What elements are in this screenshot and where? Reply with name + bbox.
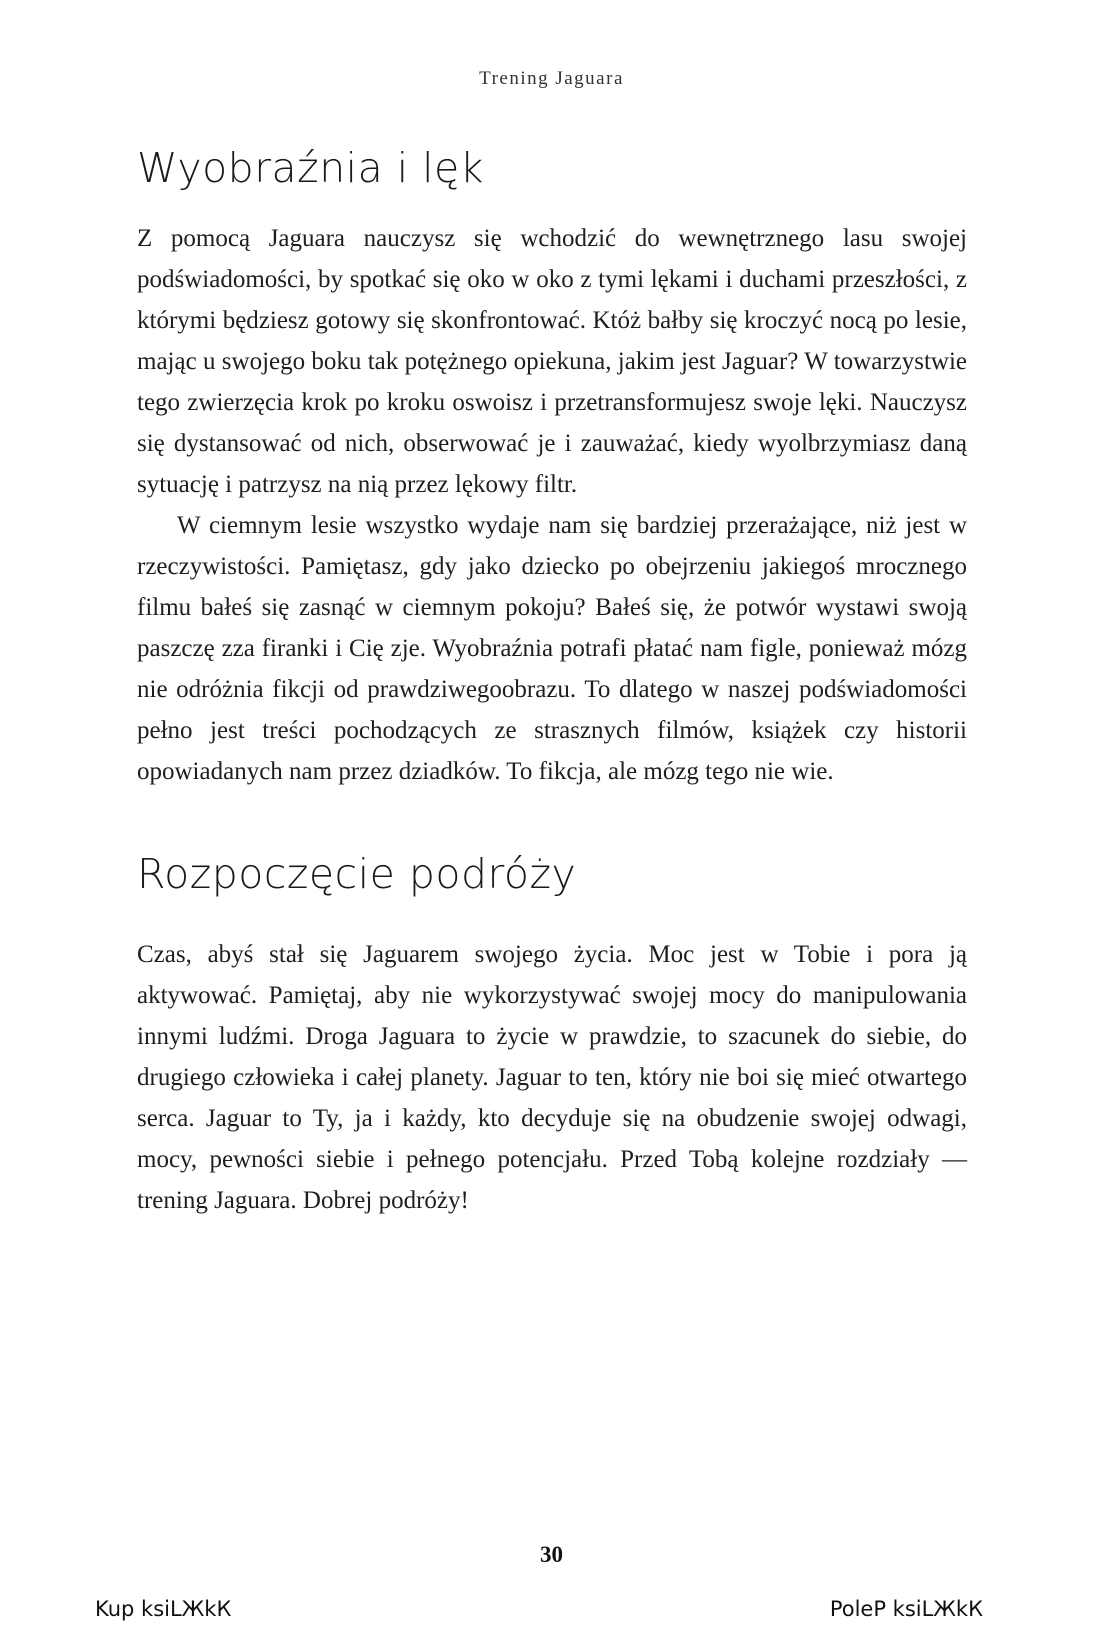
buy-book-link[interactable]: Kup ksiLЖkК (95, 1597, 232, 1621)
page-body (137, 138, 967, 1221)
section-heading: Wyobraźnia i lęk (137, 144, 485, 192)
recommend-book-link[interactable]: PoleP ksiLЖkК (829, 1597, 983, 1621)
section-heading: Rozpoczęcie podróży (137, 850, 577, 898)
running-title: Trening Jaguara (479, 68, 624, 89)
body-paragraph: Czas, abyś stał się Jaguarem swojego życia. Moc jest w Tobie i pora ją aktywować. Pamiętaj, aby nie wykorzystywać swojej mocy do manipulowania innymi ludźmi. Droga Jaguara to życie w prawdzie, to szacunek do siebie, do drugiego człowieka i całej planety. Jaguar to ten, który nie boi się mieć otwartego serca. Jaguar to Ty, ja i każdy, kto decyduje się na obudzenie swojej odwagi, mocy, pewności siebie i pełnego potencjału. Przed Tobą kolejne rozdziały — trening Jaguara. Dobrej podróży! (137, 941, 967, 1214)
body-paragraph: Z pomocą Jaguara nauczysz się wchodzić do wewnętrznego lasu swojej podświadomości, by spotkać się oko w oko z tymi lękami i duchami przeszłości, z którymi będziesz gotowy się skonfrontować. Któż bałby się kroczyć nocą po lesie, mając u swojego boku tak potężnego opiekuna, jakim jest Jaguar? W towarzystwie tego zwierzęcia krok po kroku oswoisz i przetransformujesz swoje lęki. Nauczysz się dystansować od nich, obserwować je i zauważać, kiedy wyolbrzymiasz daną sytuację i patrzysz na nią przez lękowy filtr. (137, 225, 967, 498)
page-number: 30 (540, 1542, 563, 1567)
body-paragraph: W ciemnym lesie wszystko wydaje nam się bardziej przerażające, niż jest w rzeczywistości. Pamiętasz, gdy jako dziecko po obejrzeniu jakiegoś mrocznego filmu bałeś się zasnąć w ciemnym pokoju? Bałeś się, że potwór wystawi swoją paszczę zza firanki i Cię zje. Wyobraźnia potrafi płatać nam figle, ponieważ mózg nie odróżnia fikcji od prawdziwegoobrazu. To dlatego w naszej podświadomości pełno jest treści pochodzących ze strasznych filmów, książek czy historii opowiadanych nam przez dziadków. To fikcja, ale mózg tego nie wie. (137, 512, 967, 785)
